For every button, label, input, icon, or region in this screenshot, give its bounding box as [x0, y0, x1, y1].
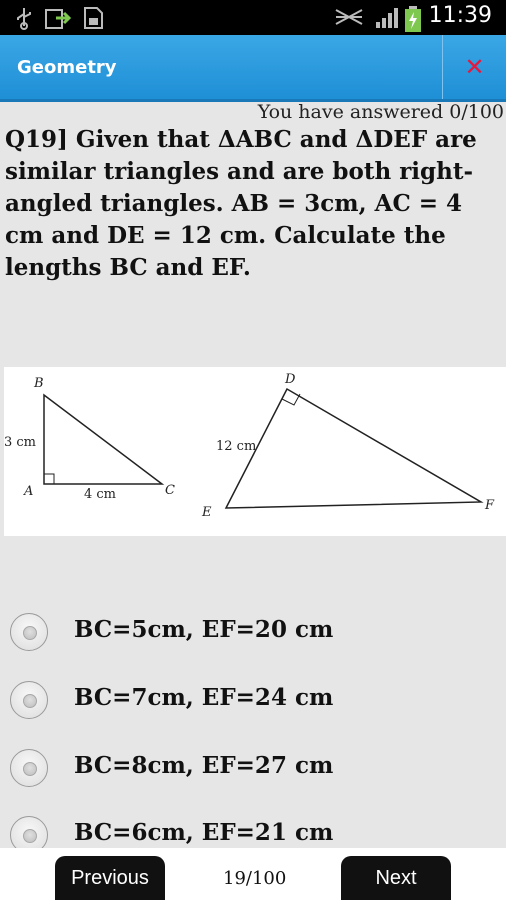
side-de-label: 12 cm — [216, 439, 257, 454]
battery-charging-icon — [404, 6, 422, 32]
vertex-f-label: F — [485, 498, 495, 513]
answer-option[interactable] — [10, 613, 490, 653]
vertex-e-label: E — [202, 505, 212, 520]
side-ac-label: 4 cm — [84, 487, 117, 502]
mute-icon — [334, 6, 364, 28]
answer-option-label: BC=6cm, EF=21 cm — [74, 819, 334, 846]
answer-option-label: BC=5cm, EF=20 cm — [74, 616, 334, 643]
close-button[interactable] — [443, 35, 506, 99]
bottom-navigation — [0, 848, 506, 900]
answer-option-label: BC=8cm, EF=27 cm — [74, 752, 334, 779]
triangle-abc — [4, 376, 175, 502]
triangle-def — [201, 372, 495, 520]
download-icon — [44, 6, 72, 30]
question-text: Q19] Given that ΔABC and ΔDEF are similar triangles and are both right-angled triangles. AB = 3cm, AC = 4 cm and DE = 12 cm. Calculate the lengths BC and EF. — [5, 126, 477, 281]
signal-icon — [374, 6, 400, 30]
vertex-c-label: C — [165, 483, 175, 498]
answer-option[interactable] — [10, 681, 490, 721]
app-title: Geometry — [17, 57, 117, 78]
clock: 11:39 — [428, 3, 492, 28]
question-figure — [4, 367, 506, 536]
close-icon: ✕ — [464, 53, 485, 81]
page-indicator: 19/100 — [223, 868, 287, 889]
answer-option-label: BC=7cm, EF=24 cm — [74, 684, 334, 711]
status-bar — [0, 0, 506, 35]
radio-button[interactable] — [10, 681, 48, 719]
side-ab-label: 3 cm — [4, 435, 37, 450]
answered-count: You have answered 0/100 — [257, 101, 504, 123]
vertex-b-label: B — [34, 376, 44, 391]
vertex-d-label: D — [285, 372, 296, 387]
sd-card-icon — [82, 6, 104, 30]
radio-button[interactable] — [10, 613, 48, 651]
previous-button[interactable]: Previous — [55, 856, 165, 900]
app-title-bar — [0, 35, 506, 102]
answer-option[interactable] — [10, 749, 490, 789]
next-button[interactable]: Next — [341, 856, 451, 900]
radio-button[interactable] — [10, 749, 48, 787]
usb-icon — [14, 6, 34, 30]
vertex-a-label: A — [24, 484, 34, 499]
